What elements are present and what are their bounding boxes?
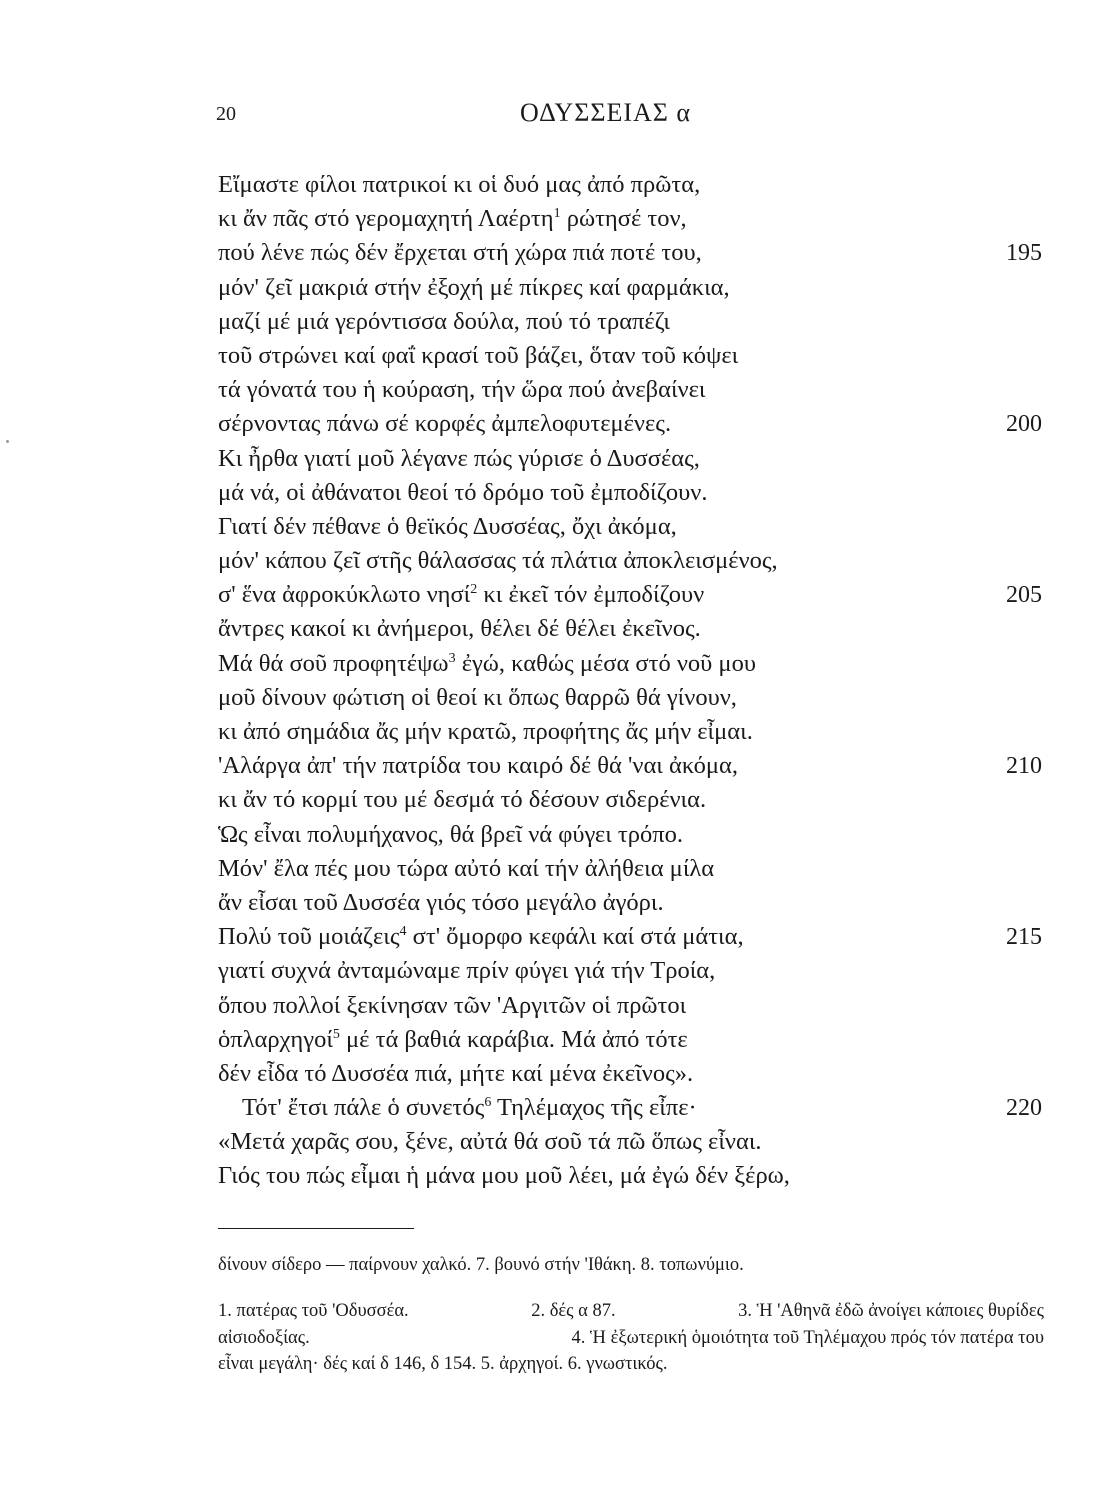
- verse-text-after: ἐγώ, καθώς μέσα στό νοῦ μου: [455, 649, 756, 677]
- verse-text: μαζί μέ μιά γερόντισσα δούλα, πού τό τραπέζι: [218, 307, 670, 335]
- verse-text: Μόν' ἔλα πές μου τώρα αὐτό καί τήν ἀλήθεια μίλα: [218, 854, 715, 882]
- verse-text: μόν' ζεῖ μακριά στήν ἐξοχή μέ πίκρες καί φαρμάκια,: [218, 273, 730, 301]
- verse-text: «Μετά χαρᾶς σου, ξένε, αὐτά θά σοῦ τά πῶ ὅπως εἶναι.: [218, 1128, 762, 1156]
- footnote-marker: 1: [553, 206, 561, 222]
- footnote-marker: 4: [399, 924, 407, 940]
- verse-line: [218, 989, 1048, 1023]
- verse-text: γιατί συχνά ἀνταμώναμε πρίν φύγει γιά τήν Τροία,: [218, 957, 716, 985]
- verse-text-before: κι ἄν πᾶς στό γερομαχητή Λαέρτη: [218, 205, 554, 233]
- running-title: ΟΔΥΣΣΕΙΑΣ α: [520, 98, 692, 127]
- verse-line: [218, 920, 1048, 954]
- footnote-marker: 2: [470, 582, 478, 598]
- verse-text: Γιατί δέν πέθανε ὁ θεϊκός Δυσσέας, ὄχι ἀκόμα,: [218, 512, 677, 540]
- verse-text-after: μέ τά βαθιά καράβια. Μά ἀπό τότε: [339, 1025, 688, 1053]
- verse-text: Κι ἦρθα γιατί μοῦ λέγανε πώς γύρισε ὁ Δυσσέας,: [218, 444, 700, 472]
- verse-line: [218, 442, 1048, 476]
- verse-text: Γιός του πώς εἶμαι ἡ μάνα μου μοῦ λέει, μά ἐγώ δέν ξέρω,: [218, 1162, 790, 1190]
- footnotes: [218, 1298, 1044, 1378]
- verse-text: 'Αλάργα ἀπ' τήν πατρίδα του καιρό δέ θά 'ναι ἀκόμα,: [218, 752, 739, 780]
- verse-line: [218, 339, 1048, 373]
- footnote-entry: εἶναι μεγάλη· δές καί δ 146, δ 154. 5. ἀρχηγοί. 6. γνωστικός.: [218, 1354, 668, 1374]
- footnote-marker: 3: [448, 650, 456, 666]
- verse-text: μά νά, οἱ ἀθάνατοι θεοί τό δρόμο τοῦ ἐμποδίζουν.: [218, 478, 708, 506]
- footnote-line: [218, 1351, 1044, 1378]
- verse-text: ἄντρες κακοί κι ἀνήμεροι, θέλει δέ θέλει ἐκεῖνος.: [218, 615, 701, 643]
- verse-text: κι ἄν τό κορμί του μέ δεσμά τό δέσουν σιδερένια.: [218, 786, 707, 814]
- verse-line: [218, 271, 1048, 305]
- verse-text: [218, 202, 687, 236]
- verse-text: τά γόνατά του ἡ κούραση, τήν ὥρα πού ἀνεβαίνει: [218, 376, 706, 404]
- verse-line: [218, 852, 1048, 886]
- verse-text-after: κι ἐκεῖ τόν ἐμποδίζουν: [477, 581, 705, 609]
- verse-text: ὅπου πολλοί ξεκίνησαν τῶν 'Αργιτῶν οἱ πρῶτοι: [218, 991, 687, 1019]
- line-number: 205: [1006, 582, 1042, 609]
- verse-text: δέν εἶδα τό Δυσσέα πιά, μήτε καί μένα ἐκεῖνος».: [218, 1059, 694, 1087]
- line-number: 215: [1006, 924, 1042, 951]
- verse-text: μόν' κάπου ζεῖ στῆς θάλασσας τά πλάτια ἀποκλεισμένος,: [218, 547, 778, 575]
- verse-text: [218, 1023, 688, 1057]
- verse-text: Εἴμαστε φίλοι πατρικοί κι οἱ δυό μας ἀπό πρῶτα,: [218, 171, 701, 198]
- verse-line: [218, 612, 1048, 646]
- verse-line: [218, 407, 1048, 441]
- footnote-marker: 5: [332, 1026, 340, 1042]
- verse-text-after: στ' ὄμορφο κεφάλι καί στά μάτια,: [406, 923, 744, 951]
- verse-text-before: Μά θά σοῦ προφητέψω: [218, 649, 449, 677]
- verse-text: Ὡς εἶναι πολυμήχανος, θά βρεῖ νά φύγει τρόπο.: [218, 820, 683, 848]
- verse-text-before: ὁπλαρχηγοί: [218, 1025, 333, 1053]
- verse-line: [218, 202, 1048, 236]
- verse-text-after: ρώτησέ τον,: [560, 205, 687, 233]
- verse-line: [218, 818, 1048, 852]
- verse-line: [218, 1125, 1048, 1159]
- verse-text: [218, 1091, 697, 1125]
- verse-line: [218, 236, 1048, 270]
- verse-text-before: Τότ' ἔτσι πάλε ὁ συνετός: [242, 1094, 485, 1122]
- line-number: 195: [1006, 240, 1042, 267]
- footnote-line: [218, 1325, 1044, 1352]
- verse-line: [218, 168, 1048, 202]
- verse-text: [218, 920, 744, 954]
- verse-line: [218, 1091, 1048, 1125]
- footnote-carry-over: δίνουν σίδερο — παίρνουν χαλκό. 7. βουνό στήν 'Ιθάκη. 8. τοπωνύμιο.: [218, 1255, 744, 1275]
- verse-line: [218, 578, 1048, 612]
- verse-text-after: Τηλέμαχος τῆς εἶπε·: [491, 1094, 697, 1122]
- footnote-entry: 2. δές α 87.: [531, 1301, 616, 1321]
- footnote-divider: [218, 1228, 414, 1229]
- page-number: 20: [216, 103, 236, 125]
- line-number: 200: [1006, 411, 1042, 438]
- verse-line: [218, 681, 1048, 715]
- verse-text: [218, 647, 756, 681]
- verse-line: [218, 544, 1048, 578]
- verse-line: [218, 783, 1048, 817]
- footnote-entry: αἰσιοδοξίας.: [218, 1327, 310, 1348]
- verse-line: [218, 510, 1048, 544]
- verse-line: [218, 305, 1048, 339]
- verse-text-before: σ' ἕνα ἀφροκύκλωτο νησί: [218, 581, 471, 609]
- verse-text: κι ἀπό σημάδια ἄς μήν κρατῶ, προφήτης ἄς μήν εἶμαι.: [218, 718, 753, 745]
- verse-text: σέρνοντας πάνω σέ κορφές ἀμπελοφυτεμένες.: [218, 410, 672, 438]
- verse-line: [218, 886, 1048, 920]
- scan-speck: [6, 440, 9, 443]
- footnote-marker: 6: [484, 1095, 492, 1111]
- verse-text: ἄν εἶσαι τοῦ Δυσσέα γιός τόσο μεγάλο ἀγόρι.: [218, 888, 664, 916]
- footnote-entry: 4. Ἡ ἐξωτερική ὁμοιότητα τοῦ Τηλέμαχου πρός τόν πατέρα του: [571, 1327, 1044, 1348]
- line-number: 210: [1006, 753, 1042, 780]
- verse-line: [218, 715, 1048, 749]
- verse-text: πού λένε πώς δέν ἔρχεται στή χώρα πιά ποτέ του,: [218, 239, 702, 267]
- verse-line: [218, 954, 1048, 988]
- verse-text: τοῦ στρώνει καί φαΐ κρασί τοῦ βάζει, ὅταν τοῦ κόψει: [218, 341, 739, 369]
- verse-line: [218, 1023, 1048, 1057]
- line-number: 220: [1006, 1095, 1042, 1122]
- verse-text: [218, 578, 704, 612]
- verse-line: [218, 647, 1048, 681]
- verse-line: [218, 1057, 1048, 1091]
- footnote-entry: 1. πατέρας τοῦ 'Οδυσσέα.: [218, 1301, 409, 1321]
- verse-line: [218, 476, 1048, 510]
- footnote-entry: 3. Ἡ 'Αθηνᾶ ἐδῶ ἀνοίγει κάποιες θυρίδες: [738, 1301, 1044, 1321]
- verse-block: [218, 168, 1048, 1194]
- verse-line: [218, 373, 1048, 407]
- verse-text: μοῦ δίνουν φώτιση οἱ θεοί κι ὅπως θαρρῶ θά γίνουν,: [218, 683, 737, 711]
- footnote-line: [218, 1298, 1044, 1325]
- verse-text-before: Πολύ τοῦ μοιάζεις: [218, 923, 400, 951]
- verse-line: [218, 749, 1048, 783]
- verse-line: [218, 1159, 1048, 1193]
